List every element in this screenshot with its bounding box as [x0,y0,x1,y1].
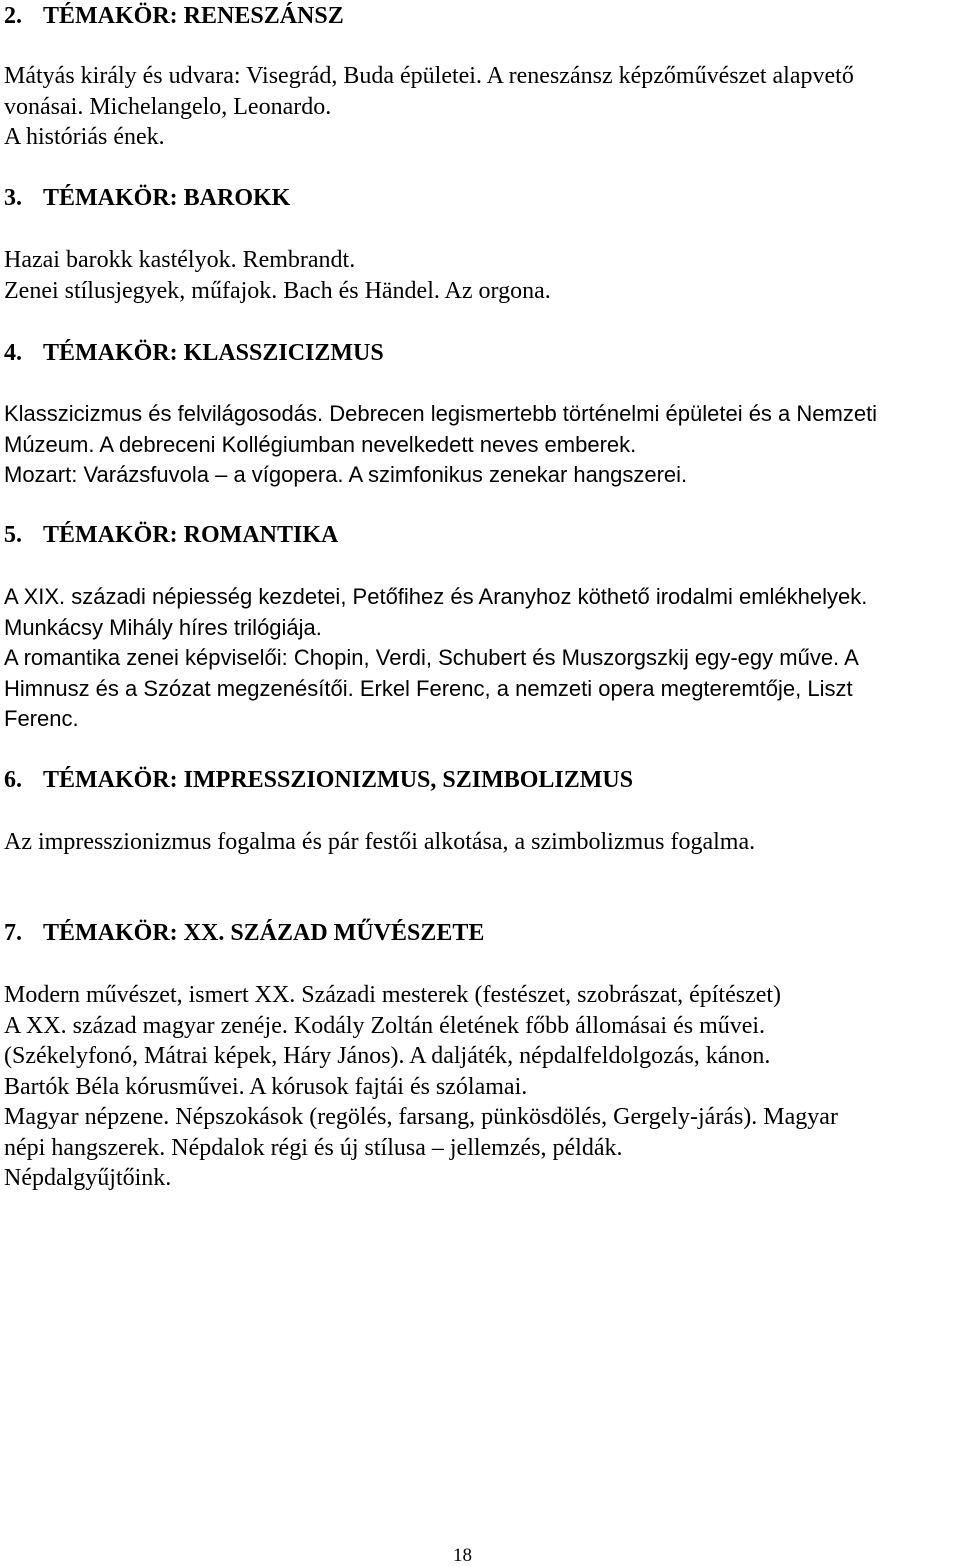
section-heading-6 [4,766,633,794]
text-line: Hazai barokk kastélyok. Rembrandt. [4,247,356,273]
text-line: A históriás ének. [4,124,165,150]
text-line: Bartók Béla kórusművei. A kórusok fajtái és szólamai. [4,1073,528,1100]
text-line: A romantika zenei képviselői: Chopin, Verdi, Schubert és Muszorgszkij egy-egy műve. A [4,645,859,670]
section-number: 6. [4,767,22,793]
section-body-7 [4,980,956,1194]
text-line: Népdalgyűjtőink. [4,1165,172,1191]
section-number: 5. [4,522,22,548]
text-line: Mátyás király és udvara: Visegrád, Buda épületei. A reneszánsz képzőművészet alapvető [4,63,854,89]
section-body-3 [4,245,956,306]
section-heading-5 [4,521,338,549]
section-title: TÉMAKÖR: RENESZÁNSZ [43,3,344,29]
section-title: TÉMAKÖR: ROMANTIKA [43,522,339,548]
section-body-4 [4,399,956,491]
text-line: A XIX. századi népiesség kezdetei, Petőfihez és Aranyhoz köthető irodalmi emlékhelyek. [4,584,868,609]
section-body-5 [4,582,956,735]
section-body-2 [4,61,956,153]
section-heading-2 [4,2,344,30]
section-number: 2. [4,3,22,29]
section-heading-4 [4,339,384,367]
text-line: Ferenc. [4,706,79,731]
section-number: 7. [4,920,22,946]
section-title: TÉMAKÖR: XX. SZÁZAD MŰVÉSZETE [43,920,485,946]
text-line: Modern művészet, ismert XX. Századi mesterek (festészet, szobrászat, építészet) [4,982,782,1008]
section-title: TÉMAKÖR: KLASSZICIZMUS [43,340,384,366]
page-number: 18 [453,1545,472,1566]
text-line: (Székelyfonó, Mátrai képek, Háry János). A daljáték, népdalfeldolgozás, kánon. [4,1043,771,1069]
text-line: Magyar népzene. Népszokások (regölés, farsang, pünkösdölés, Gergely-járás). Magyar [4,1104,838,1130]
text-line: Mozart: Varázsfuvola – a vígopera. A szimfonikus zenekar hangszerei. [4,462,688,487]
section-number: 3. [4,185,22,211]
text-line: Zenei stílusjegyek, műfajok. Bach és Händel. Az orgona. [4,277,551,304]
text-line: A XX. század magyar zenéje. Kodály Zoltán életének főbb állomásai és művei. [4,1012,766,1039]
text-line: Az impresszionizmus fogalma és pár festői alkotása, a szimbolizmus fogalma. [4,829,756,855]
section-number: 4. [4,340,22,366]
section-title: TÉMAKÖR: BAROKK [43,185,291,211]
text-line: vonásai. Michelangelo, Leonardo. [4,93,332,120]
section-body-6 [4,827,956,858]
section-heading-7 [4,919,484,947]
text-line: Klasszicizmus és felvilágosodás. Debrecen legismertebb történelmi épületei és a Nemzeti [4,401,878,426]
section-title: TÉMAKÖR: IMPRESSZIONIZMUS, SZIMBOLIZMUS [43,767,634,793]
text-line: népi hangszerek. Népdalok régi és új stílusa – jellemzés, példák. [4,1134,623,1161]
text-line: Munkácsy Mihály híres trilógiája. [4,614,322,640]
section-heading-3 [4,184,290,212]
text-line: Múzeum. A debreceni Kollégiumban nevelkedett neves emberek. [4,431,637,457]
text-line: Himnusz és a Szózat megzenésítői. Erkel Ferenc, a nemzeti opera megteremtője, Liszt [4,675,853,701]
